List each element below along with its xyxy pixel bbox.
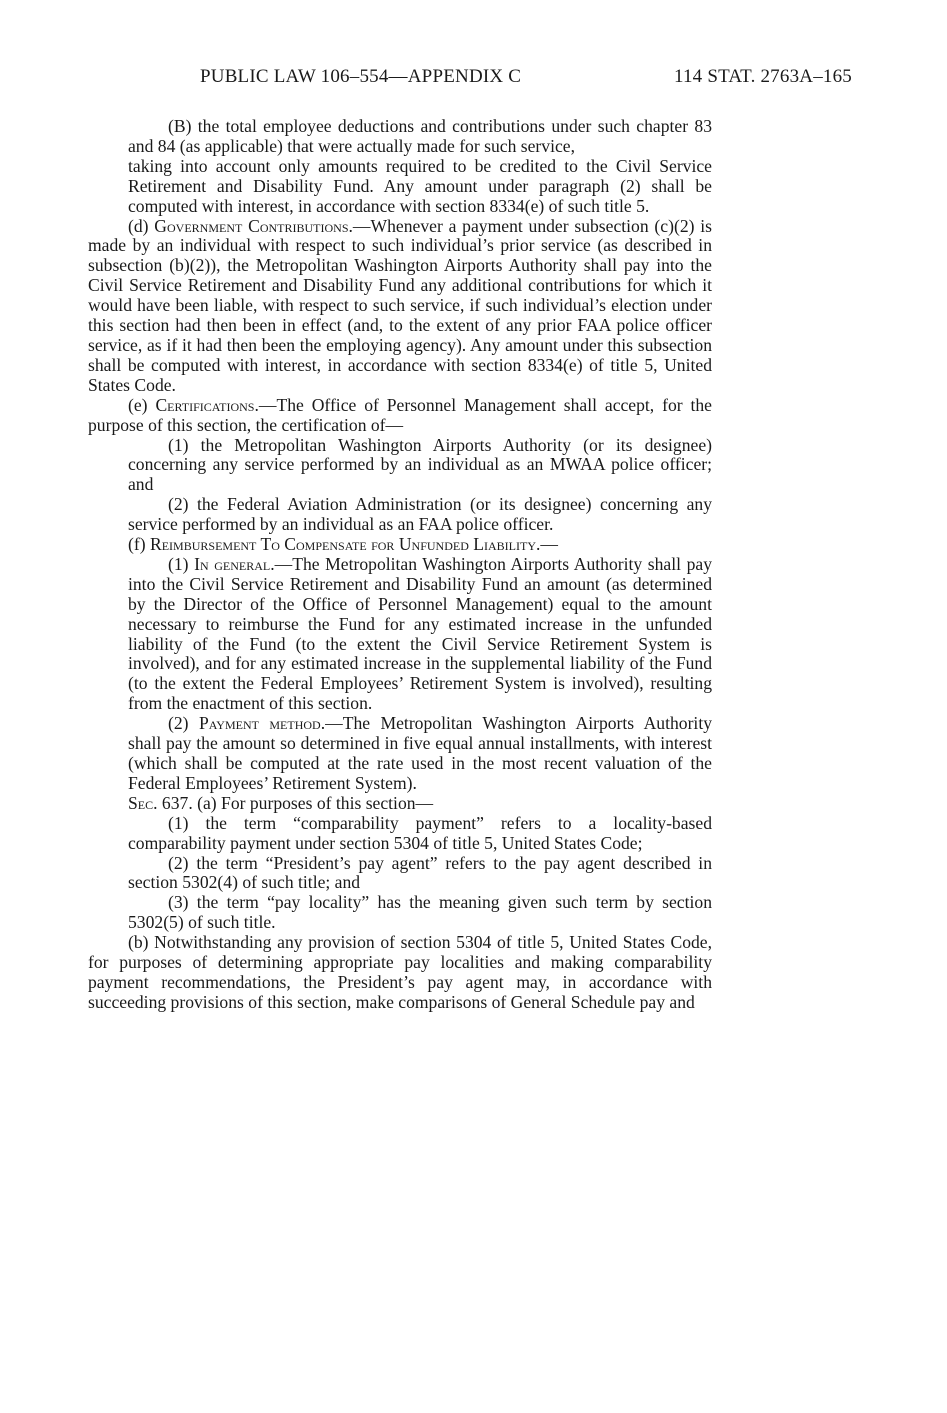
paragraph-e-1 xyxy=(88,436,712,496)
paragraph-heading: In general. xyxy=(194,553,275,574)
paragraph-continuation xyxy=(88,157,712,217)
page-body xyxy=(88,117,712,1013)
subsection-text: —Whenever a payment under subsection (c)(2) is made by an individual with respect to such individual’s prior service (as described in subsection (b)(2)), the Metropolitan Washington Airports Authority shall pay into the Civil Service Retirement and Disability Fund any additional contributions for which it would have been liable, with respect to such service, if such individual’s election under this section had then been in effect (and, to the extent of any prior FAA police officer service, as if it had then been the employing agency). Any amount under this subsection shall be computed with interest, in accordance with section 8334(e) of title 5, United States Code. xyxy=(88,215,712,395)
subsection-heading: Government Contributions. xyxy=(154,215,353,236)
definition-2 xyxy=(88,854,712,894)
paragraph-text: (2) the Federal Aviation Administration (or its designee) concerning any service performed by an individual as an FAA police officer. xyxy=(128,494,712,535)
subsection-e xyxy=(88,396,712,436)
paragraph-text: (3) the term “pay locality” has the meaning given such term by section 5302(5) of such title. xyxy=(128,892,712,933)
definition-3 xyxy=(88,893,712,933)
paragraph-label: (1) xyxy=(168,553,189,574)
paragraph-text: (1) the Metropolitan Washington Airports Authority (or its designee) concerning any service performed by an individual as an MWAA police officer; and xyxy=(128,434,712,495)
subsection-label: (f) xyxy=(128,534,146,555)
paragraph-label: (2) xyxy=(168,713,189,734)
subsection-text: (b) Notwithstanding any provision of section 5304 of title 5, United States Code, for purposes of determining appropriate pay localities and making comparability payment recommendations, the President’s pay agent may, in accordance with succeeding provisions of this section, make comparisons of General Schedule pay and xyxy=(88,932,712,1012)
paragraph-text: taking into account only amounts required to be credited to the Civil Service Retirement and Disability Fund. Any amount under paragraph (2) shall be computed with interest, in accordance with section 8334(e) of such title 5. xyxy=(128,155,712,216)
section-label: Sec. xyxy=(128,792,158,813)
paragraph-c-1-b xyxy=(88,117,712,157)
subsection-d xyxy=(88,217,712,396)
subsection-heading: Certifications. xyxy=(155,394,259,415)
paragraph-f-1 xyxy=(88,555,712,714)
subsection-heading: Reimbursement To Compensate for Unfunded Liability. xyxy=(149,534,541,555)
subsection-b xyxy=(88,933,712,1013)
section-637-heading xyxy=(88,794,712,814)
statute-citation: 114 STAT. 2763A–165 xyxy=(673,66,852,87)
paragraph-text: —The Metropolitan Washington Airports Authority shall pay into the Civil Service Retirement and Disability Fund an amount (as determined by the Director of the Office of Personnel Management) equal to the amount necessary to reimburse the Fund for any estimated increase in the unfunded liability of the Fund (to the extent the Civil Service Retirement System is involved), and for any estimated increase in the supplemental liability of the Fund (to the extent the Federal Employees’ Retirement System is involved), resulting from the enactment of this section. xyxy=(128,553,712,714)
paragraph-heading: Payment method. xyxy=(198,713,326,734)
subsection-text: — xyxy=(540,534,558,555)
paragraph-e-2 xyxy=(88,495,712,535)
subsection-text: —The Office of Personnel Management shall accept, for the purpose of this section, the certification of— xyxy=(88,394,712,435)
subsection-label: (e) xyxy=(128,394,148,415)
paragraph-text: (1) the term “comparability payment” refers to a locality-based comparability payment under section 5304 of title 5, United States Code; xyxy=(128,812,712,853)
definition-1 xyxy=(88,814,712,854)
subsection-f xyxy=(88,535,712,555)
section-text: 637. (a) For purposes of this section— xyxy=(157,792,434,813)
running-head-title: PUBLIC LAW 106–554—APPENDIX C xyxy=(200,66,522,87)
paragraph-text: (B) the total employee deductions and contributions under such chapter 83 and 84 (as applicable) that were actually made for such service, xyxy=(128,116,712,156)
paragraph-text: (2) the term “President’s pay agent” refers to the pay agent described in section 5302(4) of such title; and xyxy=(128,852,712,893)
subsection-label: (d) xyxy=(128,215,149,236)
paragraph-text: —The Metropolitan Washington Airports Authority shall pay the amount so determined in five equal annual installments, with interest (which shall be computed at the rate used in the most recent valuation of the Federal Employees’ Retirement System). xyxy=(128,713,713,793)
paragraph-f-2 xyxy=(88,714,712,794)
